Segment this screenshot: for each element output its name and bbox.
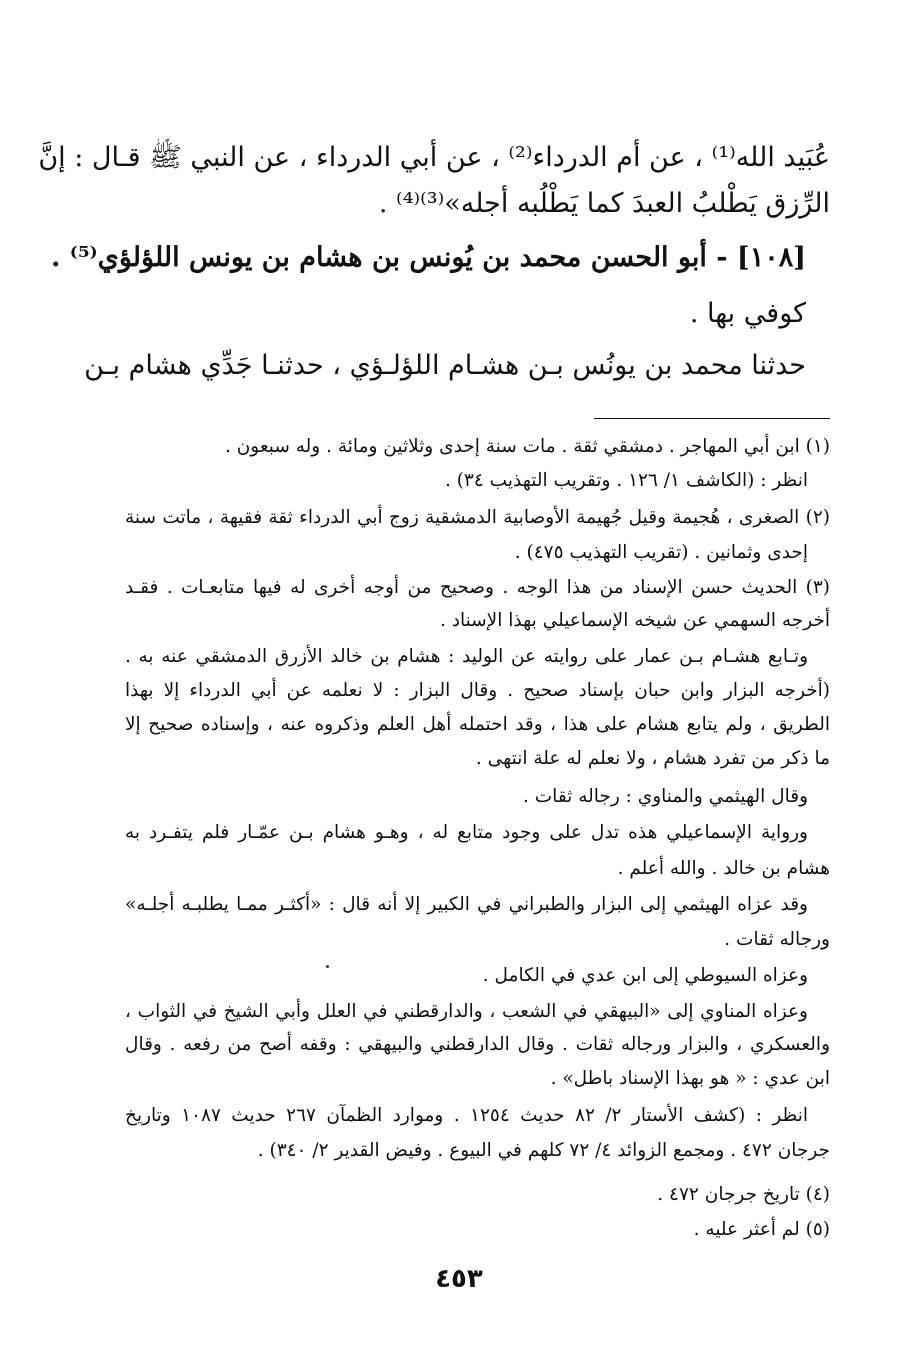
main-text-line-2: الرِّزق يَطْلبُ العبدَ كما يَطْلُبه أجله»⁽³⁾⁽⁴⁾ . bbox=[378, 188, 830, 219]
footnote-3-line-8: ورواية الإسماعيلي هذه تدل على وجود متابع له ، وهـو هشام بـن عمّـار فلم يتفـرد به bbox=[125, 822, 808, 843]
footnote-3-line-11: ورجاله ثقات . bbox=[724, 929, 830, 950]
footnote-3-line-6: ما ذكر من تفرد هشام ، ولا نعلم له علة انتهى . bbox=[475, 748, 830, 769]
footnote-3-line-7: وقال الهيثمي والمناوي : رجاله ثقات . bbox=[523, 786, 808, 807]
footnote-2-cont: إحدى وثمانين . (تقريب التهذيب ٤٧٥) . bbox=[514, 542, 808, 563]
footnote-1: (١) ابن أبي المهاجر . دمشقي ثقة . مات سنة إحدى وثلاثين ومائة . وله سبعون . bbox=[224, 436, 830, 457]
stray-mark bbox=[326, 965, 329, 968]
footnote-2: (٢) الصغرى ، هُجيمة وقيل جُهيمة الأوصابية الدمشقية زوج أبي الدرداء ثقة فقيهة ، ماتت سنة bbox=[125, 507, 830, 528]
footnote-3-line-14: والعسكري ، والبزار ورجاله ثقات . وقال الدارقطني والبيهقي : وقفه أصح من رفعه . وقال bbox=[125, 1034, 830, 1055]
footnote-3: (٣) الحديث حسن الإسناد من هذا الوجه . وصحيح من أوجه أخرى له فيها متابعـات . فقـد bbox=[125, 577, 830, 598]
footnote-3-line-4: (أخرجه البزار وابن حبان بإسناد صحيح . وقال البزار : لا نعلمه عن أبي الدرداء إلا بهذا bbox=[125, 680, 830, 701]
footnote-3-line-17: جرجان ٤٧٢ . ومجمع الزوائد ٤/ ٧٢ كلهم في البيوع . وفيض القدير ٢/ ٣٤٠) . bbox=[257, 1140, 830, 1161]
footnote-1-ref: انظر : (الكاشف ١/ ١٢٦ . وتقريب التهذيب ٣٤) . bbox=[444, 470, 808, 491]
footnote-4: (٤) تاريخ جرجان ٤٧٢ . bbox=[657, 1184, 830, 1205]
footnote-3-line-9: هشام بن خالد . والله أعلم . bbox=[617, 858, 830, 879]
main-text-line-1: عُبَيد الله⁽¹⁾ ، عن أم الدرداء⁽²⁾ ، عن أبي الدرداء ، عن النبي ﷺ قـال : إنَّ bbox=[38, 142, 830, 173]
footnote-5: (٥) لم أعثر عليه . bbox=[693, 1219, 830, 1240]
footnote-3-line-16: انظر : (كشف الأستار ٢/ ٨٢ حديث ١٢٥٤ . وموارد الظمآن ٢٦٧ حديث ١٠٨٧ وتاريخ bbox=[125, 1105, 808, 1126]
footnote-3-line-15: ابن عدي : « هو بهذا الإسناد باطل» . bbox=[550, 1068, 830, 1089]
footnote-3-line-12: وعزاه السيوطي إلى ابن عدي في الكامل . bbox=[482, 965, 808, 986]
footnote-3-line-5: الطريق ، ولم يتابع هشام على هذا ، وقد احتمله أهل العلم وذكروه عنه ، وإسناده صحيح إلا bbox=[125, 714, 830, 735]
footnote-3-line-2: أخرجه السهمي عن شيخه الإسماعيلي بهذا الإسناد . bbox=[439, 610, 830, 631]
footnote-3-line-3: وتـابع هشـام بـن عمار على روايته عن الوليد : هشام بن خالد الأزرق الدمشقي عنه به . bbox=[125, 646, 808, 667]
footnote-3-line-10: وقد عزاه الهيثمي إلى البزار والطبراني في الكبير إلا أنه قال : «أكثـر ممـا يطلبـه أجلـه» bbox=[125, 894, 808, 915]
entry-line-2: حدثنا محمد بن يونُس بـن هشـام اللؤلـؤي ، حدثنـا جَدِّي هشام بـن bbox=[84, 350, 806, 381]
footnote-3-line-13: وعزاه المناوي إلى «البيهقي في الشعب ، والدارقطني في العلل وأبي الشيخ في الثواب ، bbox=[125, 1001, 808, 1022]
footnote-separator bbox=[594, 418, 830, 419]
entry-heading: [١٠٨] - أبو الحسن محمد بن يُونس بن هشام بن يونس اللؤلؤي⁽⁵⁾ . bbox=[50, 242, 806, 273]
page-number: ٤٥٣ bbox=[435, 1264, 483, 1294]
entry-line-1: كوفي بها . bbox=[689, 298, 806, 329]
